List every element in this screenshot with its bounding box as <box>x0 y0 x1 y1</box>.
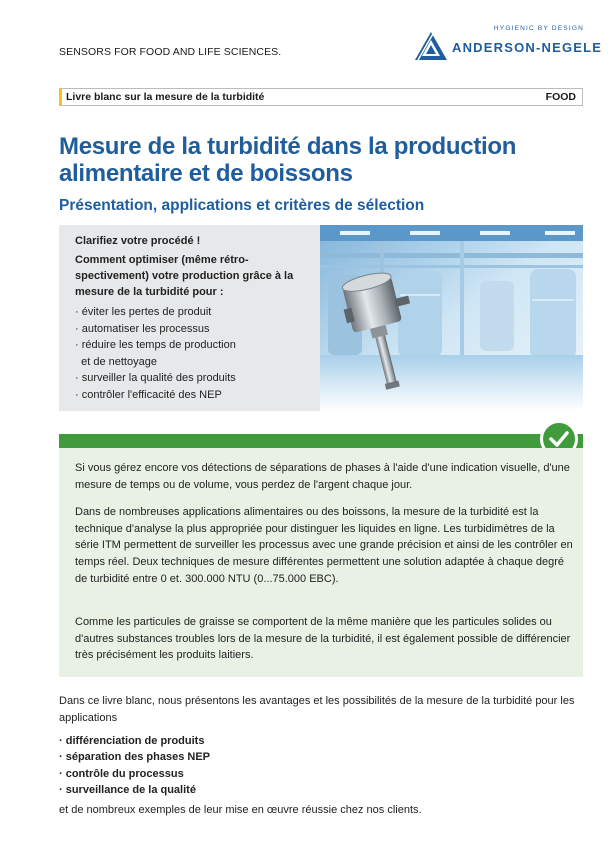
callout-paragraph: Si vous gérez encore vos détections de séparations de phases à l'aide d'une indication visuelle, d'une mesure de temps ou de volume, vous perdez de l'argent chaque jour. <box>75 462 570 491</box>
applications-list <box>59 733 210 798</box>
intro-lead: Comment optimiser (même rétro-spectivement) votre production grâce à la mesure de la turbidité pour : <box>75 254 294 298</box>
list-item: et de nettoyage <box>75 355 157 368</box>
intro-box <box>59 225 320 411</box>
logo-triangle-icon <box>414 31 448 61</box>
intro-benefits-list <box>75 304 236 404</box>
logo-wordmark: ANDERSON-NEGELE <box>452 40 603 55</box>
list-item: · séparation des phases NEP <box>59 751 210 764</box>
outro-closing: et de nombreux exemples de leur mise en œuvre réussie chez nos clients. <box>59 804 422 816</box>
page-title: Mesure de la turbidité dans la production alimentaire et de boissons <box>59 133 517 187</box>
callout-paragraph: Comme les particules de graisse se comportent de la même manière que les particules solides ou d'autres substances troubles lors de la mesure de la turbidité, il est également possible de différencier très précisément les produits laitiers. <box>75 616 571 662</box>
list-item: · automatiser les processus <box>75 322 210 335</box>
list-item: · surveillance de la qualité <box>59 783 196 796</box>
list-item: · différenciation de produits <box>59 735 205 747</box>
category-label: FOOD <box>545 91 576 103</box>
intro-heading: Clarifiez votre procédé ! <box>75 235 201 247</box>
callout-paragraph: Dans de nombreuses applications alimentaires ou des boissons, la mesure de la turbidité est la technique d'analyse la plus appropriée pour distinguer les liquides en ligne. Les turbidimètres de la série ITM permettent de surveiller les processus avec une grande précision et ainsi de les contrôler en temps réel. Deux techniques de mesure différentes permettent une solution adaptée à chaque degré de turbidité entre 0 et. 300.000 NTU (0...75.000 EBC). <box>75 506 573 585</box>
callout-box <box>59 448 583 677</box>
company-logo[interactable] <box>414 22 603 64</box>
list-item: · réduire les temps de production <box>75 339 236 352</box>
topic-bar <box>59 88 583 106</box>
callout-accent-bar <box>59 434 583 448</box>
header-tagline: SENSORS FOR FOOD AND LIFE SCIENCES. <box>59 46 282 58</box>
logo-slogan: HYGIENIC BY DESIGN <box>493 25 584 32</box>
list-item: · contrôle du processus <box>59 767 184 780</box>
list-item: · surveiller la qualité des produits <box>75 372 236 385</box>
outro-intro: Dans ce livre blanc, nous présentons les avantages et les possibilités de la mesure de la turbidité pour les applications <box>59 695 575 724</box>
list-item: · contrôler l'efficacité des NEP <box>75 388 222 401</box>
document-type-label: Livre blanc sur la mesure de la turbidité <box>66 91 265 103</box>
list-item: · éviter les pertes de produit <box>75 306 212 318</box>
page-subtitle: Présentation, applications et critères de sélection <box>59 197 425 214</box>
sensor-plant-photo <box>320 225 583 411</box>
